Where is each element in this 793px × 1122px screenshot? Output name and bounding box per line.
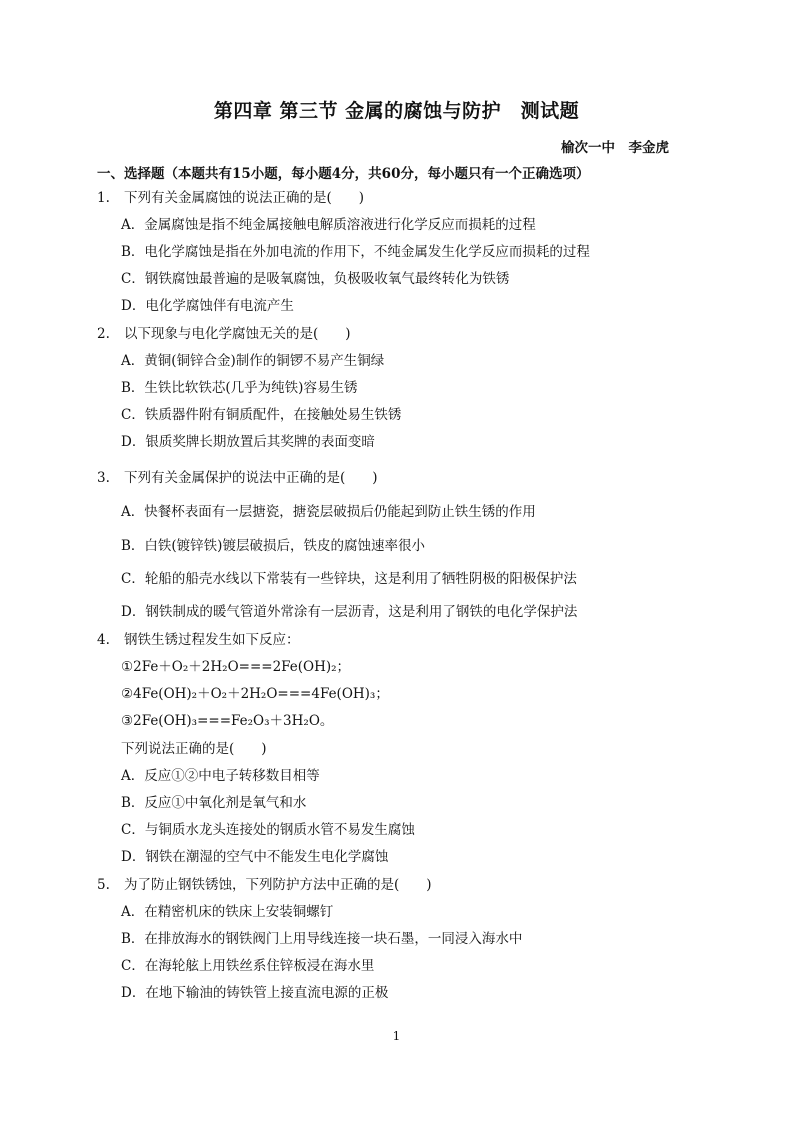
option-d: D．钢铁制成的暖气管道外常涂有一层沥青，这是利用了钢铁的电化学保护法 bbox=[121, 604, 578, 620]
reaction-equation-1: ①2Fe＋O₂＋2H₂O===2Fe(OH)₂； bbox=[121, 659, 351, 675]
option-b: B．在排放海水的钢铁阀门上用导线连接一块石墨，一同浸入海水中 bbox=[121, 931, 523, 947]
question-number: 5. bbox=[97, 877, 110, 893]
option-c: C．轮船的船壳水线以下常装有一些锌块，这是利用了牺牲阴极的阳极保护法 bbox=[121, 571, 577, 587]
option-c: C．铁质器件附有铜质配件，在接触处易生铁锈 bbox=[121, 407, 402, 423]
question-number: 3. bbox=[97, 470, 110, 486]
option-c: C．钢铁腐蚀最普遍的是吸氧腐蚀，负极吸收氧气最终转化为铁锈 bbox=[121, 271, 510, 287]
reaction-equation-3: ③2Fe(OH)₃===Fe₂O₃＋3H₂O。 bbox=[121, 713, 334, 729]
option-a: A．在精密机床的铁床上安装铜螺钉 bbox=[121, 904, 334, 920]
option-b: B．白铁(镀锌铁)镀层破损后，铁皮的腐蚀速率很小 bbox=[121, 538, 425, 554]
question-number: 4. bbox=[97, 632, 110, 648]
question-number: 1. bbox=[97, 190, 110, 206]
option-d: D．钢铁在潮湿的空气中不能发生电化学腐蚀 bbox=[121, 849, 389, 865]
option-c: C．在海轮舷上用铁丝系住锌板浸在海水里 bbox=[121, 958, 375, 974]
page-number: 1 bbox=[392, 1029, 401, 1043]
option-a: A．黄铜(铜锌合金)制作的铜锣不易产生铜绿 bbox=[121, 353, 385, 369]
option-d: D．在地下输油的铸铁管上接直流电源的正极 bbox=[121, 985, 389, 1001]
question-stem: 以下现象与电化学腐蚀无关的是( ) bbox=[124, 326, 351, 342]
question-number: 2. bbox=[97, 326, 110, 342]
question-stem: 下列有关金属腐蚀的说法正确的是( ) bbox=[124, 190, 365, 206]
option-b: B．反应①中氧化剂是氧气和水 bbox=[121, 795, 307, 811]
option-a: A．快餐杯表面有一层搪瓷，搪瓷层破损后仍能起到防止铁生锈的作用 bbox=[121, 504, 536, 520]
option-d: D．电化学腐蚀伴有电流产生 bbox=[121, 298, 294, 314]
option-d: D．银质奖牌长期放置后其奖牌的表面变暗 bbox=[121, 434, 375, 450]
option-a: A．反应①②中电子转移数目相等 bbox=[121, 768, 320, 784]
option-b: B．生铁比软铁芯(几乎为纯铁)容易生锈 bbox=[121, 380, 358, 396]
reaction-equation-2: ②4Fe(OH)₂＋O₂＋2H₂O===4Fe(OH)₃； bbox=[121, 686, 389, 702]
page-title: 第四章 第三节 金属的腐蚀与防护 测试题 bbox=[213, 100, 580, 122]
option-c: C．与铜质水龙头连接处的钢质水管不易发生腐蚀 bbox=[121, 822, 415, 838]
question-stem: 下列有关金属保护的说法中正确的是( ) bbox=[124, 470, 378, 486]
author-line: 榆次一中 李金虎 bbox=[561, 140, 669, 156]
option-a: A．金属腐蚀是指不纯金属接触电解质溶液进行化学反应而损耗的过程 bbox=[121, 217, 536, 233]
question-stem: 钢铁生锈过程发生如下反应： bbox=[124, 632, 300, 648]
option-b: B．电化学腐蚀是指在外加电流的作用下，不纯金属发生化学反应而损耗的过程 bbox=[121, 244, 590, 260]
section-heading: 一、选择题（本题共有15小题，每小题4分，共60分，每小题只有一个正确选项） bbox=[97, 166, 590, 182]
question-stem: 为了防止钢铁锈蚀，下列防护方法中正确的是( ) bbox=[124, 877, 432, 893]
question-substem: 下列说法正确的是( ) bbox=[121, 741, 267, 757]
